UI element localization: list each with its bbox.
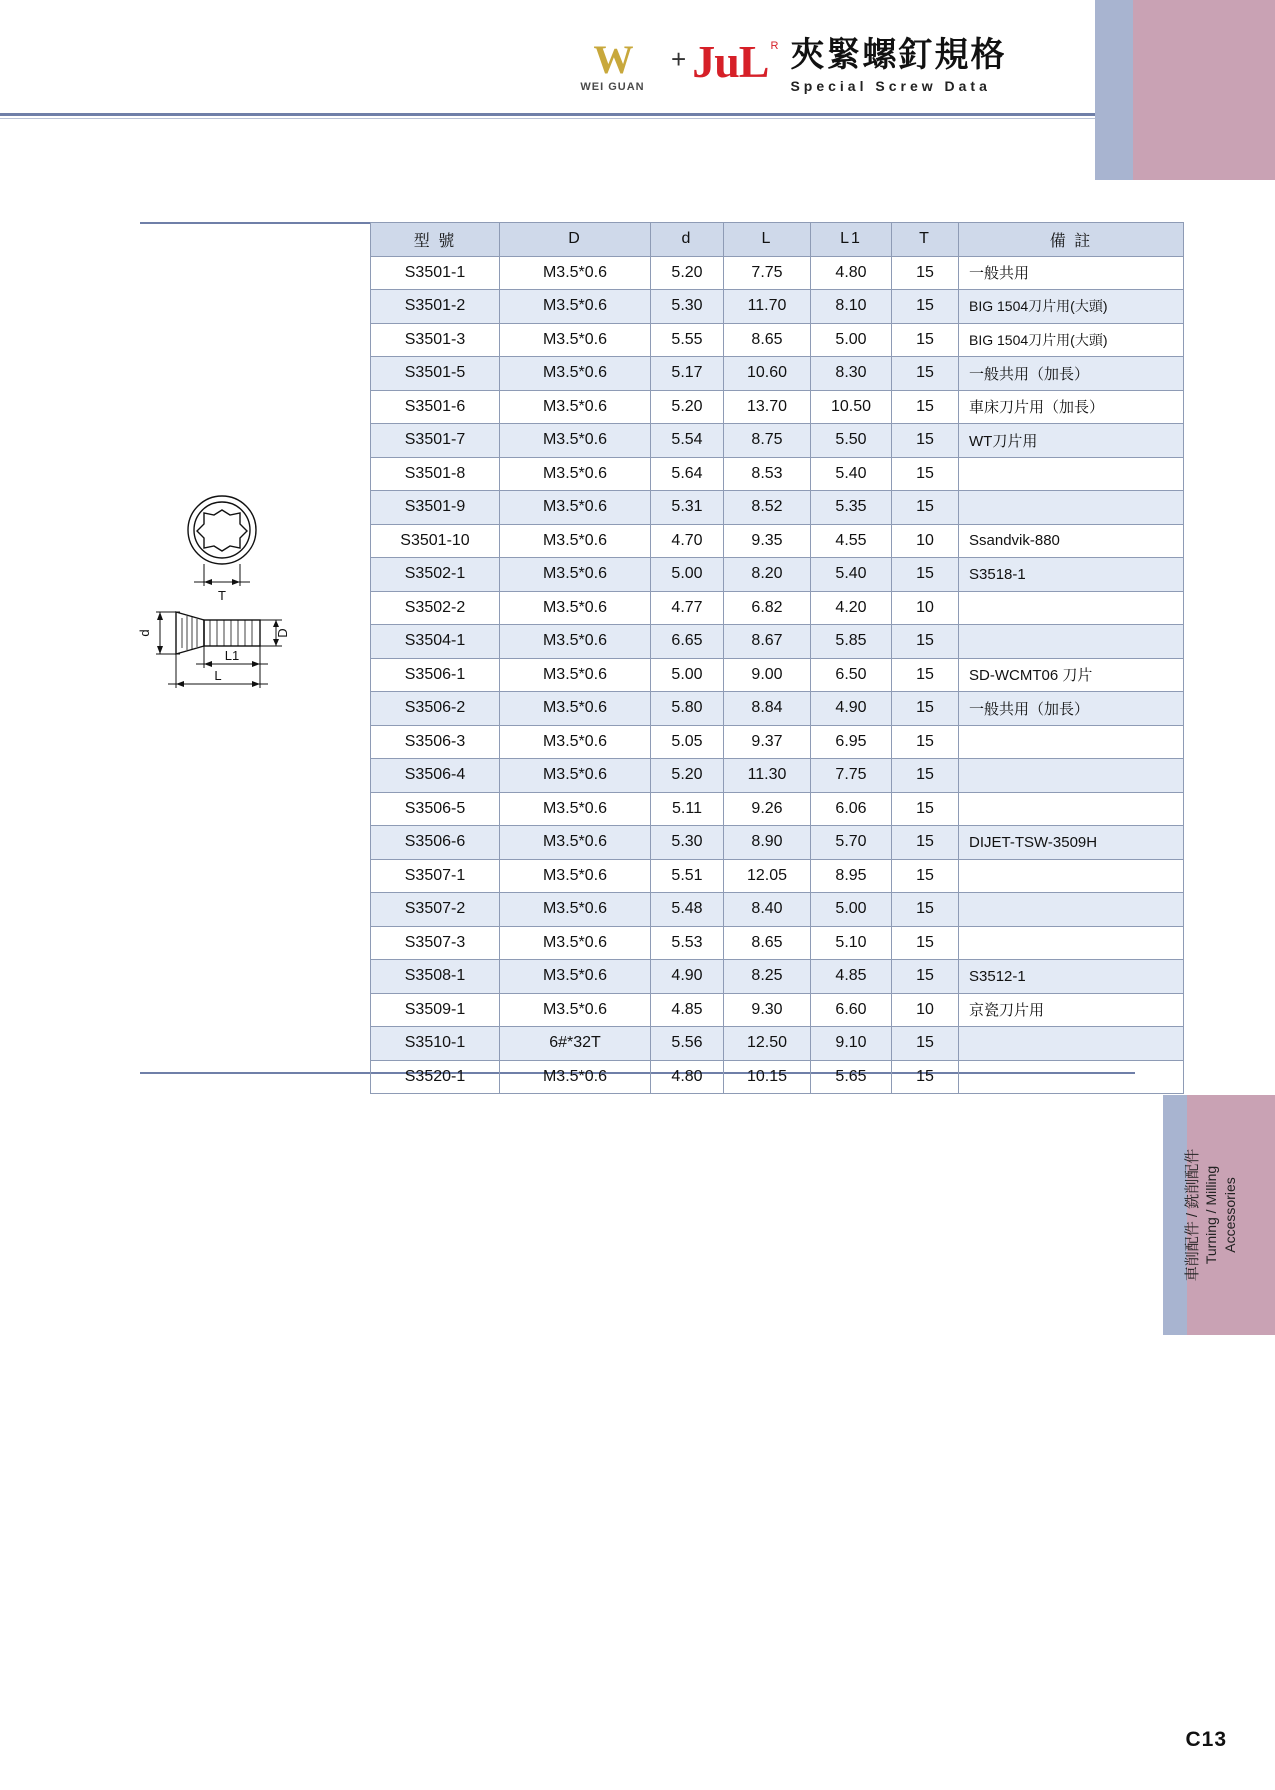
cell-thread: M3.5*0.6 bbox=[500, 457, 651, 491]
table-row bbox=[371, 960, 1184, 994]
corner-tab-blue bbox=[1095, 0, 1133, 180]
cell-note bbox=[959, 491, 1184, 525]
cell-note bbox=[959, 792, 1184, 826]
table-row bbox=[371, 725, 1184, 759]
table-row bbox=[371, 759, 1184, 793]
table-row bbox=[371, 390, 1184, 424]
cell-model: S3501-8 bbox=[371, 457, 500, 491]
cell-T: 15 bbox=[892, 960, 959, 994]
cell-note: 一般共用（加長） bbox=[959, 692, 1184, 726]
cell-note: 京瓷刀片用 bbox=[959, 993, 1184, 1027]
cell-L: 10.60 bbox=[724, 357, 811, 391]
cell-L: 8.20 bbox=[724, 558, 811, 592]
cell-T: 15 bbox=[892, 256, 959, 290]
cell-note: 一般共用 bbox=[959, 256, 1184, 290]
cell-L: 7.75 bbox=[724, 256, 811, 290]
cell-thread: M3.5*0.6 bbox=[500, 491, 651, 525]
cell-thread: M3.5*0.6 bbox=[500, 1060, 651, 1094]
cell-d: 5.20 bbox=[651, 390, 724, 424]
cell-T: 10 bbox=[892, 591, 959, 625]
page-number: C13 bbox=[1185, 1728, 1227, 1751]
cell-L1: 5.85 bbox=[811, 625, 892, 659]
cell-thread: M3.5*0.6 bbox=[500, 960, 651, 994]
cell-thread: M3.5*0.6 bbox=[500, 524, 651, 558]
table-row bbox=[371, 591, 1184, 625]
cell-L: 8.25 bbox=[724, 960, 811, 994]
cell-L: 8.53 bbox=[724, 457, 811, 491]
cell-model: S3507-2 bbox=[371, 893, 500, 927]
cell-L1: 4.85 bbox=[811, 960, 892, 994]
cell-L: 10.15 bbox=[724, 1060, 811, 1094]
cell-d: 5.55 bbox=[651, 323, 724, 357]
cell-L1: 5.70 bbox=[811, 826, 892, 860]
cell-d: 5.51 bbox=[651, 859, 724, 893]
cell-L: 9.37 bbox=[724, 725, 811, 759]
table-row bbox=[371, 491, 1184, 525]
cell-thread: M3.5*0.6 bbox=[500, 625, 651, 659]
cell-note bbox=[959, 457, 1184, 491]
cell-L1: 5.35 bbox=[811, 491, 892, 525]
weiguan-mark-icon: W bbox=[593, 37, 632, 82]
cell-L: 8.40 bbox=[724, 893, 811, 927]
table-row bbox=[371, 290, 1184, 324]
brand-lockup bbox=[560, 36, 1006, 106]
cell-d: 5.48 bbox=[651, 893, 724, 927]
cell-L1: 8.95 bbox=[811, 859, 892, 893]
corner-tab-pink bbox=[1133, 0, 1275, 180]
cell-L: 8.90 bbox=[724, 826, 811, 860]
cell-thread: M3.5*0.6 bbox=[500, 792, 651, 826]
cell-T: 15 bbox=[892, 424, 959, 458]
cell-L: 6.82 bbox=[724, 591, 811, 625]
weiguan-logo-text: WEI GUAN bbox=[580, 81, 645, 93]
cell-thread: M3.5*0.6 bbox=[500, 759, 651, 793]
cell-T: 15 bbox=[892, 792, 959, 826]
cell-L: 9.35 bbox=[724, 524, 811, 558]
cell-model: S3509-1 bbox=[371, 993, 500, 1027]
cell-L1: 5.40 bbox=[811, 558, 892, 592]
cell-d: 5.30 bbox=[651, 826, 724, 860]
cell-model: S3506-4 bbox=[371, 759, 500, 793]
col-header-T: T bbox=[892, 223, 959, 257]
cell-d: 5.20 bbox=[651, 759, 724, 793]
cell-L: 11.70 bbox=[724, 290, 811, 324]
svg-text:L: L bbox=[214, 668, 222, 683]
cell-d: 4.70 bbox=[651, 524, 724, 558]
cell-note: WT刀片用 bbox=[959, 424, 1184, 458]
section-side-tab bbox=[1163, 1095, 1275, 1335]
cell-L1: 5.40 bbox=[811, 457, 892, 491]
cell-model: S3510-1 bbox=[371, 1027, 500, 1061]
cell-L1: 8.10 bbox=[811, 290, 892, 324]
cell-note bbox=[959, 1060, 1184, 1094]
cell-L: 9.30 bbox=[724, 993, 811, 1027]
cell-thread: M3.5*0.6 bbox=[500, 826, 651, 860]
header-rule bbox=[0, 113, 1110, 116]
cell-model: S3507-3 bbox=[371, 926, 500, 960]
cell-note: Ssandvik-880 bbox=[959, 524, 1184, 558]
table-row bbox=[371, 424, 1184, 458]
cell-T: 15 bbox=[892, 323, 959, 357]
cell-model: S3501-3 bbox=[371, 323, 500, 357]
cell-d: 5.56 bbox=[651, 1027, 724, 1061]
cell-d: 5.80 bbox=[651, 692, 724, 726]
cell-thread: M3.5*0.6 bbox=[500, 658, 651, 692]
cell-model: S3502-1 bbox=[371, 558, 500, 592]
table-row bbox=[371, 859, 1184, 893]
cell-L1: 10.50 bbox=[811, 390, 892, 424]
cell-note bbox=[959, 725, 1184, 759]
cell-model: S3501-7 bbox=[371, 424, 500, 458]
table-row bbox=[371, 1060, 1184, 1094]
cell-thread: M3.5*0.6 bbox=[500, 859, 651, 893]
cell-note bbox=[959, 893, 1184, 927]
cell-T: 15 bbox=[892, 759, 959, 793]
cell-model: S3501-2 bbox=[371, 290, 500, 324]
cell-T: 15 bbox=[892, 826, 959, 860]
cell-T: 15 bbox=[892, 357, 959, 391]
page-header bbox=[0, 0, 1275, 122]
cell-L: 9.00 bbox=[724, 658, 811, 692]
cell-thread: M3.5*0.6 bbox=[500, 558, 651, 592]
table-row bbox=[371, 926, 1184, 960]
cell-L1: 9.10 bbox=[811, 1027, 892, 1061]
cell-L1: 5.00 bbox=[811, 893, 892, 927]
cell-L: 8.52 bbox=[724, 491, 811, 525]
cell-model: S3501-6 bbox=[371, 390, 500, 424]
cell-L1: 4.20 bbox=[811, 591, 892, 625]
cell-d: 4.77 bbox=[651, 591, 724, 625]
cell-L1: 5.10 bbox=[811, 926, 892, 960]
side-tab-label-en-1: Turning / Milling bbox=[1203, 1165, 1219, 1265]
cell-T: 15 bbox=[892, 725, 959, 759]
table-row bbox=[371, 625, 1184, 659]
page-subtitle: Special Screw Data bbox=[790, 78, 991, 94]
cell-L: 8.67 bbox=[724, 625, 811, 659]
cell-model: S3501-9 bbox=[371, 491, 500, 525]
table-row bbox=[371, 1027, 1184, 1061]
cell-d: 5.20 bbox=[651, 256, 724, 290]
cell-model: S3501-10 bbox=[371, 524, 500, 558]
cell-thread: 6#*32T bbox=[500, 1027, 651, 1061]
cell-note bbox=[959, 591, 1184, 625]
cell-T: 15 bbox=[892, 290, 959, 324]
cell-T: 15 bbox=[892, 558, 959, 592]
svg-text:L1: L1 bbox=[224, 648, 240, 663]
cell-thread: M3.5*0.6 bbox=[500, 290, 651, 324]
col-header-L: L bbox=[724, 223, 811, 257]
cell-L1: 7.75 bbox=[811, 759, 892, 793]
cell-T: 15 bbox=[892, 1027, 959, 1061]
cell-T: 15 bbox=[892, 491, 959, 525]
cell-L1: 5.65 bbox=[811, 1060, 892, 1094]
cell-L1: 4.55 bbox=[811, 524, 892, 558]
page-title: 夾緊螺釘規格 bbox=[790, 36, 1007, 74]
cell-note bbox=[959, 1027, 1184, 1061]
cell-note bbox=[959, 859, 1184, 893]
table-row bbox=[371, 256, 1184, 290]
cell-d: 5.17 bbox=[651, 357, 724, 391]
cell-note: 車床刀片用（加長） bbox=[959, 390, 1184, 424]
cell-model: S3501-1 bbox=[371, 256, 500, 290]
col-header-model: 型 號 bbox=[371, 223, 500, 257]
page-title-block bbox=[790, 36, 1006, 94]
cell-d: 5.53 bbox=[651, 926, 724, 960]
cell-T: 15 bbox=[892, 859, 959, 893]
cell-L: 11.30 bbox=[724, 759, 811, 793]
cell-L: 12.05 bbox=[724, 859, 811, 893]
cell-d: 5.05 bbox=[651, 725, 724, 759]
cell-T: 15 bbox=[892, 1060, 959, 1094]
cell-d: 6.65 bbox=[651, 625, 724, 659]
cell-note: 一般共用（加長） bbox=[959, 357, 1184, 391]
col-header-d: d bbox=[651, 223, 724, 257]
svg-text:D: D bbox=[275, 628, 290, 638]
table-row bbox=[371, 893, 1184, 927]
cell-note: BIG 1504刀片用(大頭) bbox=[959, 290, 1184, 324]
cell-note bbox=[959, 759, 1184, 793]
screw-technical-drawing bbox=[130, 490, 360, 710]
cell-L1: 8.30 bbox=[811, 357, 892, 391]
table-row bbox=[371, 993, 1184, 1027]
cell-L1: 6.06 bbox=[811, 792, 892, 826]
cell-T: 15 bbox=[892, 926, 959, 960]
side-tab-label-en-2: Accessories bbox=[1222, 1177, 1238, 1253]
screw-spec-table bbox=[370, 222, 1184, 1094]
cell-d: 5.54 bbox=[651, 424, 724, 458]
cell-L1: 6.50 bbox=[811, 658, 892, 692]
cell-thread: M3.5*0.6 bbox=[500, 591, 651, 625]
cell-T: 15 bbox=[892, 658, 959, 692]
cell-thread: M3.5*0.6 bbox=[500, 390, 651, 424]
cell-thread: M3.5*0.6 bbox=[500, 893, 651, 927]
cell-model: S3508-1 bbox=[371, 960, 500, 994]
table-row bbox=[371, 357, 1184, 391]
cell-note: BIG 1504刀片用(大頭) bbox=[959, 323, 1184, 357]
cell-d: 4.90 bbox=[651, 960, 724, 994]
table-row bbox=[371, 524, 1184, 558]
cell-d: 4.80 bbox=[651, 1060, 724, 1094]
corner-tab-decoration bbox=[1095, 0, 1275, 180]
svg-text:d: d bbox=[137, 629, 152, 637]
weiguan-logo bbox=[560, 37, 665, 93]
cell-T: 15 bbox=[892, 390, 959, 424]
cell-thread: M3.5*0.6 bbox=[500, 993, 651, 1027]
cell-model: S3506-3 bbox=[371, 725, 500, 759]
cell-T: 15 bbox=[892, 692, 959, 726]
table-row bbox=[371, 658, 1184, 692]
cell-note: S3518-1 bbox=[959, 558, 1184, 592]
cell-T: 15 bbox=[892, 625, 959, 659]
cell-note bbox=[959, 926, 1184, 960]
svg-text:T: T bbox=[218, 588, 226, 603]
cell-L1: 4.90 bbox=[811, 692, 892, 726]
table-row bbox=[371, 826, 1184, 860]
cell-model: S3507-1 bbox=[371, 859, 500, 893]
cell-thread: M3.5*0.6 bbox=[500, 692, 651, 726]
plus-symbol: + bbox=[671, 44, 687, 74]
table-row bbox=[371, 323, 1184, 357]
col-header-D: D bbox=[500, 223, 651, 257]
cell-thread: M3.5*0.6 bbox=[500, 256, 651, 290]
cell-d: 5.11 bbox=[651, 792, 724, 826]
cell-L1: 6.95 bbox=[811, 725, 892, 759]
side-tab-text bbox=[1183, 1095, 1275, 1335]
cell-model: S3502-2 bbox=[371, 591, 500, 625]
cell-thread: M3.5*0.6 bbox=[500, 323, 651, 357]
cell-thread: M3.5*0.6 bbox=[500, 424, 651, 458]
cell-model: S3520-1 bbox=[371, 1060, 500, 1094]
cell-d: 5.00 bbox=[651, 658, 724, 692]
cell-L: 13.70 bbox=[724, 390, 811, 424]
cell-L: 12.50 bbox=[724, 1027, 811, 1061]
table-row bbox=[371, 457, 1184, 491]
table-row bbox=[371, 692, 1184, 726]
cell-d: 5.64 bbox=[651, 457, 724, 491]
side-tab-label-cn: 車削配件 / 銑削配件 bbox=[1184, 1148, 1201, 1282]
cell-T: 10 bbox=[892, 524, 959, 558]
cell-T: 15 bbox=[892, 457, 959, 491]
cell-L: 8.65 bbox=[724, 926, 811, 960]
cell-model: S3501-5 bbox=[371, 357, 500, 391]
cell-d: 5.30 bbox=[651, 290, 724, 324]
cell-model: S3506-2 bbox=[371, 692, 500, 726]
cell-d: 4.85 bbox=[651, 993, 724, 1027]
cell-d: 5.00 bbox=[651, 558, 724, 592]
cell-thread: M3.5*0.6 bbox=[500, 926, 651, 960]
table-row bbox=[371, 558, 1184, 592]
cell-model: S3504-1 bbox=[371, 625, 500, 659]
jul-logo bbox=[692, 36, 779, 87]
registered-mark-icon: R bbox=[770, 40, 779, 52]
cell-d: 5.31 bbox=[651, 491, 724, 525]
table-header-row bbox=[371, 223, 1184, 257]
jul-logo-text: JuL bbox=[692, 36, 769, 87]
cell-model: S3506-1 bbox=[371, 658, 500, 692]
cell-L: 8.65 bbox=[724, 323, 811, 357]
col-header-note: 備 註 bbox=[959, 223, 1184, 257]
cell-thread: M3.5*0.6 bbox=[500, 357, 651, 391]
col-header-L1: L1 bbox=[811, 223, 892, 257]
cell-L: 8.75 bbox=[724, 424, 811, 458]
cell-L1: 4.80 bbox=[811, 256, 892, 290]
cell-model: S3506-6 bbox=[371, 826, 500, 860]
cell-L: 8.84 bbox=[724, 692, 811, 726]
cell-T: 10 bbox=[892, 993, 959, 1027]
cell-L: 9.26 bbox=[724, 792, 811, 826]
cell-L1: 5.50 bbox=[811, 424, 892, 458]
cell-T: 15 bbox=[892, 893, 959, 927]
cell-L1: 5.00 bbox=[811, 323, 892, 357]
cell-note: DIJET-TSW-3509H bbox=[959, 826, 1184, 860]
table-row bbox=[371, 792, 1184, 826]
cell-thread: M3.5*0.6 bbox=[500, 725, 651, 759]
cell-L1: 6.60 bbox=[811, 993, 892, 1027]
cell-model: S3506-5 bbox=[371, 792, 500, 826]
cell-note: S3512-1 bbox=[959, 960, 1184, 994]
header-rule-secondary bbox=[0, 118, 1110, 119]
cell-note bbox=[959, 625, 1184, 659]
cell-note: SD-WCMT06 刀片 bbox=[959, 658, 1184, 692]
